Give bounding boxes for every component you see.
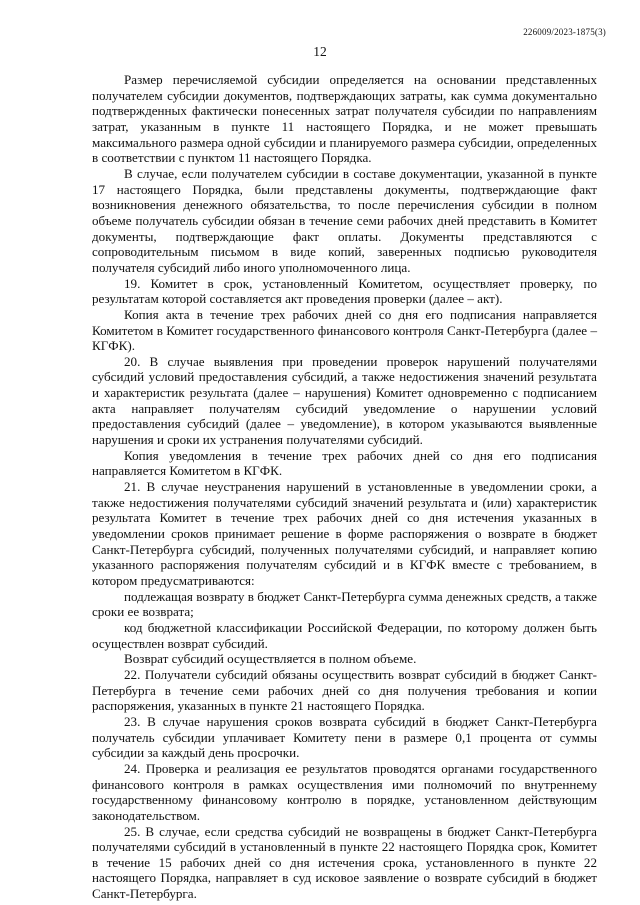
paragraph-25-court-claim: 25. В случае, если средства субсидий не возвращены в бюджет Санкт-Петербурга получателями субсидий в установленный в пункте 22 настоящего Порядка срок, Комитет в течение 15 рабочих дней со дня истечения срока, установленного в пункте 22 настоящего Порядка, направляет в суд исковое заявление о возврате субсидий в бюджет Санкт-Петербурга.	[92, 823, 597, 902]
paragraph-subsidy-size: Размер перечисляемой субсидии определяется на основании представленных получателем субсидии документов, подтверждающих затраты, как сумма документально подтвержденных фактически понесенных затрат получателя субсидии по направлениям затрат, указанным в пункте 11 настоящего Порядка, и не может превышать максимального размера одной субсидии и планируемого размера субсидии, определенных в соответствии с пунктом 11 настоящего Порядка.	[92, 72, 597, 166]
paragraph-notice-copy: Копия уведомления в течение трех рабочих дней со дня его подписания направляется Комитетом в КГФК.	[92, 447, 597, 479]
page-number: 12	[313, 44, 327, 59]
paragraph-full-refund: Возврат субсидий осуществляется в полном объеме.	[124, 651, 417, 667]
paragraph-budget-code: код бюджетной классификации Российской Федерации, по которому должен быть осуществлен возврат субсидий.	[92, 619, 597, 651]
document-registration-number: 226009/2023-1875(3)	[523, 27, 606, 37]
paragraph-19-inspection: 19. Комитет в срок, установленный Комитетом, осуществляет проверку, по результатам которой составляется акт проведения проверки (далее – акт).	[92, 275, 597, 307]
paragraph-payment-documents: В случае, если получателем субсидии в составе документации, указанной в пункте 17 настоящего Порядка, были представлены документы, подтверждающие факт возникновения денежного обязательства, то после перечисления субсидии в полном объеме получатель субсидии обязан в течение семи рабочих дней представить в Комитет документы, подтверждающие факт оплаты. Документы представляются с сопроводительным письмом в виде копий, заверенных подписью руководителя получателя субсидий либо иного уполномоченного лица.	[92, 165, 597, 275]
paragraph-24-financial-control: 24. Проверка и реализация ее результатов проводятся органами государственного финансового контроля в рамках осуществления ими полномочий по внутреннему государственному финансовому контролю в порядке, установленном действующим законодательством.	[92, 760, 597, 823]
paragraph-22-refund-term: 22. Получатели субсидий обязаны осуществить возврат субсидий в бюджет Санкт-Петербурга в течение семи рабочих дней со дня получения требования и копии распоряжения, указанных в пункте 21 настоящего Порядка.	[92, 666, 597, 714]
paragraph-21-refund-decision: 21. В случае неустранения нарушений в установленные в уведомлении сроки, а также недостижения получателями субсидий значений результата и (или) характеристик результата Комитет в течение трех рабочих дней со дня истечения указанных в уведомлении сроков принимает решение в форме распоряжения о возврате в бюджет Санкт-Петербурга субсидий, полученных получателями субсидий, и направляет копию указанного распоряжения получателям субсидий и в КГФК вместе с требованием, в котором предусматриваются:	[92, 479, 597, 588]
document-body	[92, 72, 597, 902]
paragraph-20-violations: 20. В случае выявления при проведении проверок нарушений получателями субсидий условий предоставления субсидий, а также недостижения значений результата и характеристик результата (далее – нарушения) Комитет одновременно с подписанием акта направляет получателям субсидий уведомление о нарушении условий предоставления субсидий (далее – уведомление), в котором указываются выявленные нарушения и сроки их устранения получателями субсидий.	[92, 353, 597, 448]
paragraph-refund-amount: подлежащая возврату в бюджет Санкт-Петербурга сумма денежных средств, а также сроки ее возврата;	[92, 588, 597, 620]
paragraph-23-penalty: 23. В случае нарушения сроков возврата субсидий в бюджет Санкт-Петербурга получатель субсидии уплачивает Комитету пени в размере 0,1 процента от суммы субсидии за каждый день просрочки.	[92, 713, 597, 761]
paragraph-act-copy: Копия акта в течение трех рабочих дней со дня его подписания направляется Комитетом в Комитет государственного финансового контроля Санкт-Петербурга (далее – КГФК).	[92, 306, 597, 354]
